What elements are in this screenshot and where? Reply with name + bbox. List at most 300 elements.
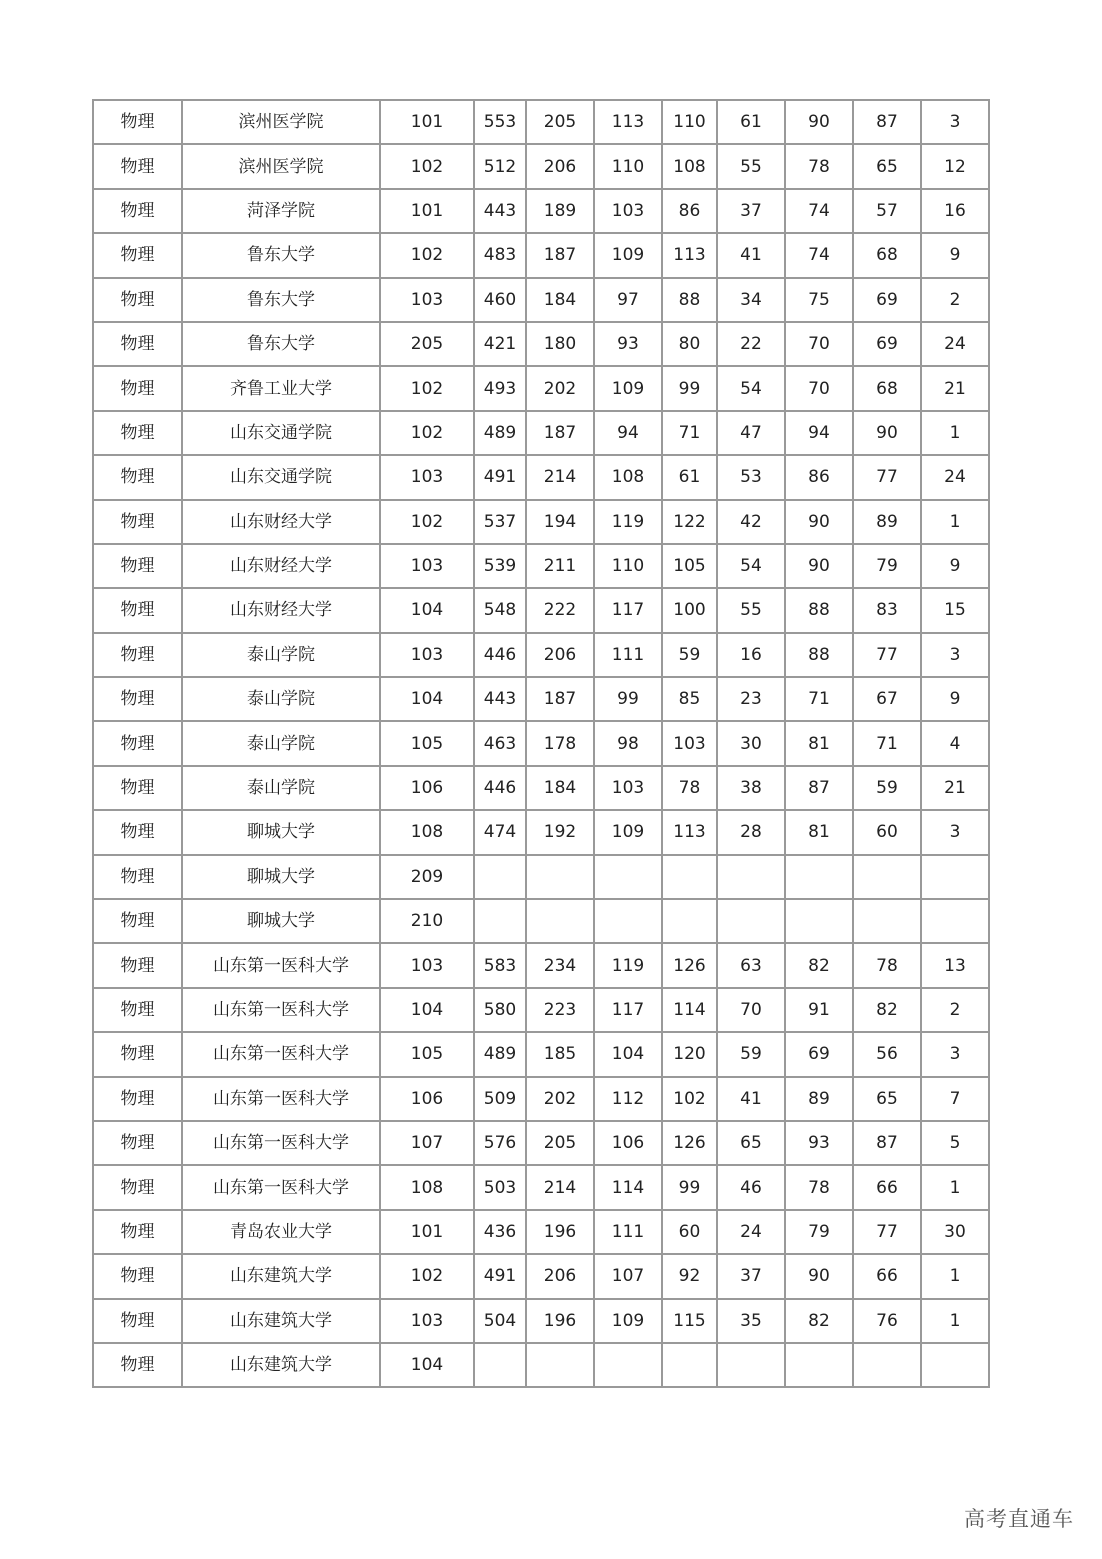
value-cell-2: 202 xyxy=(526,366,594,410)
table-row xyxy=(93,411,989,455)
value-cell-2 xyxy=(526,899,594,943)
value-cell-5: 35 xyxy=(717,1299,785,1343)
value-cell-2: 234 xyxy=(526,943,594,987)
subject-cell: 物理 xyxy=(93,144,182,188)
value-cell-4: 126 xyxy=(662,1121,717,1165)
value-cell-2: 206 xyxy=(526,144,594,188)
table-row xyxy=(93,677,989,721)
code-cell: 103 xyxy=(380,1299,474,1343)
table-row xyxy=(93,1077,989,1121)
value-cell-7: 77 xyxy=(853,633,921,677)
value-cell-6: 69 xyxy=(785,1032,853,1076)
value-cell-8: 24 xyxy=(921,455,989,499)
table-row xyxy=(93,544,989,588)
value-cell-4: 60 xyxy=(662,1210,717,1254)
value-cell-1 xyxy=(474,855,526,899)
subject-cell: 物理 xyxy=(93,1121,182,1165)
value-cell-8: 1 xyxy=(921,500,989,544)
value-cell-3: 109 xyxy=(594,366,662,410)
value-cell-2: 192 xyxy=(526,810,594,854)
subject-cell: 物理 xyxy=(93,988,182,1032)
subject-cell: 物理 xyxy=(93,1032,182,1076)
school-cell: 山东第一医科大学 xyxy=(182,1165,380,1209)
value-cell-4: 115 xyxy=(662,1299,717,1343)
value-cell-6: 70 xyxy=(785,322,853,366)
value-cell-2: 187 xyxy=(526,677,594,721)
value-cell-5: 37 xyxy=(717,189,785,233)
value-cell-1: 443 xyxy=(474,677,526,721)
value-cell-4 xyxy=(662,899,717,943)
value-cell-7: 67 xyxy=(853,677,921,721)
value-cell-1: 446 xyxy=(474,766,526,810)
value-cell-7: 71 xyxy=(853,721,921,765)
value-cell-4: 99 xyxy=(662,366,717,410)
table-row xyxy=(93,322,989,366)
value-cell-6: 94 xyxy=(785,411,853,455)
table-row xyxy=(93,810,989,854)
table-row xyxy=(93,1210,989,1254)
value-cell-1: 503 xyxy=(474,1165,526,1209)
value-cell-7: 79 xyxy=(853,544,921,588)
code-cell: 102 xyxy=(380,411,474,455)
school-cell: 山东建筑大学 xyxy=(182,1299,380,1343)
value-cell-6: 71 xyxy=(785,677,853,721)
subject-cell: 物理 xyxy=(93,766,182,810)
table-row xyxy=(93,278,989,322)
value-cell-4: 108 xyxy=(662,144,717,188)
value-cell-1: 537 xyxy=(474,500,526,544)
school-cell: 山东财经大学 xyxy=(182,588,380,632)
value-cell-6: 86 xyxy=(785,455,853,499)
value-cell-7: 78 xyxy=(853,943,921,987)
value-cell-5: 54 xyxy=(717,544,785,588)
table-row xyxy=(93,100,989,144)
value-cell-4: 113 xyxy=(662,810,717,854)
value-cell-5: 61 xyxy=(717,100,785,144)
value-cell-4: 71 xyxy=(662,411,717,455)
school-cell: 滨州医学院 xyxy=(182,144,380,188)
value-cell-6: 74 xyxy=(785,233,853,277)
value-cell-3: 112 xyxy=(594,1077,662,1121)
school-cell: 菏泽学院 xyxy=(182,189,380,233)
value-cell-1: 489 xyxy=(474,1032,526,1076)
value-cell-2 xyxy=(526,1343,594,1387)
code-cell: 103 xyxy=(380,544,474,588)
value-cell-5: 59 xyxy=(717,1032,785,1076)
value-cell-5: 23 xyxy=(717,677,785,721)
code-cell: 105 xyxy=(380,721,474,765)
value-cell-6: 90 xyxy=(785,500,853,544)
table-row xyxy=(93,233,989,277)
value-cell-4: 103 xyxy=(662,721,717,765)
value-cell-7 xyxy=(853,855,921,899)
value-cell-2: 196 xyxy=(526,1210,594,1254)
value-cell-7: 76 xyxy=(853,1299,921,1343)
value-cell-6: 88 xyxy=(785,588,853,632)
value-cell-4: 102 xyxy=(662,1077,717,1121)
value-cell-8 xyxy=(921,855,989,899)
value-cell-6 xyxy=(785,899,853,943)
value-cell-7: 69 xyxy=(853,278,921,322)
value-cell-2: 189 xyxy=(526,189,594,233)
value-cell-3: 108 xyxy=(594,455,662,499)
value-cell-3 xyxy=(594,855,662,899)
subject-cell: 物理 xyxy=(93,588,182,632)
value-cell-2: 206 xyxy=(526,633,594,677)
value-cell-2: 205 xyxy=(526,100,594,144)
value-cell-3: 119 xyxy=(594,943,662,987)
value-cell-1: 539 xyxy=(474,544,526,588)
value-cell-7: 66 xyxy=(853,1254,921,1298)
value-cell-2: 196 xyxy=(526,1299,594,1343)
value-cell-6: 79 xyxy=(785,1210,853,1254)
value-cell-2: 187 xyxy=(526,411,594,455)
value-cell-6: 78 xyxy=(785,1165,853,1209)
table-row xyxy=(93,455,989,499)
value-cell-5: 30 xyxy=(717,721,785,765)
value-cell-3: 106 xyxy=(594,1121,662,1165)
code-cell: 104 xyxy=(380,677,474,721)
value-cell-2: 206 xyxy=(526,1254,594,1298)
subject-cell: 物理 xyxy=(93,633,182,677)
value-cell-6: 82 xyxy=(785,943,853,987)
value-cell-3 xyxy=(594,899,662,943)
value-cell-3: 109 xyxy=(594,1299,662,1343)
value-cell-5: 28 xyxy=(717,810,785,854)
value-cell-5: 24 xyxy=(717,1210,785,1254)
value-cell-3: 98 xyxy=(594,721,662,765)
school-cell: 山东第一医科大学 xyxy=(182,1121,380,1165)
table-row xyxy=(93,633,989,677)
code-cell: 205 xyxy=(380,322,474,366)
value-cell-7: 65 xyxy=(853,1077,921,1121)
value-cell-8: 3 xyxy=(921,633,989,677)
value-cell-5: 53 xyxy=(717,455,785,499)
value-cell-1: 504 xyxy=(474,1299,526,1343)
value-cell-5: 65 xyxy=(717,1121,785,1165)
school-cell: 山东第一医科大学 xyxy=(182,943,380,987)
value-cell-8: 16 xyxy=(921,189,989,233)
value-cell-4: 120 xyxy=(662,1032,717,1076)
subject-cell: 物理 xyxy=(93,855,182,899)
table-row xyxy=(93,899,989,943)
code-cell: 102 xyxy=(380,1254,474,1298)
value-cell-6: 78 xyxy=(785,144,853,188)
table-row xyxy=(93,943,989,987)
value-cell-7: 83 xyxy=(853,588,921,632)
value-cell-6: 90 xyxy=(785,1254,853,1298)
value-cell-4: 85 xyxy=(662,677,717,721)
value-cell-8: 2 xyxy=(921,988,989,1032)
subject-cell: 物理 xyxy=(93,1210,182,1254)
value-cell-7: 87 xyxy=(853,1121,921,1165)
value-cell-8: 3 xyxy=(921,810,989,854)
value-cell-3: 111 xyxy=(594,1210,662,1254)
code-cell: 102 xyxy=(380,233,474,277)
value-cell-6 xyxy=(785,855,853,899)
value-cell-1: 583 xyxy=(474,943,526,987)
value-cell-1: 463 xyxy=(474,721,526,765)
value-cell-8: 9 xyxy=(921,544,989,588)
code-cell: 104 xyxy=(380,988,474,1032)
value-cell-1: 580 xyxy=(474,988,526,1032)
subject-cell: 物理 xyxy=(93,500,182,544)
value-cell-5: 41 xyxy=(717,1077,785,1121)
value-cell-2: 211 xyxy=(526,544,594,588)
value-cell-4: 80 xyxy=(662,322,717,366)
school-cell: 山东交通学院 xyxy=(182,455,380,499)
value-cell-8: 12 xyxy=(921,144,989,188)
value-cell-7: 87 xyxy=(853,100,921,144)
value-cell-1: 509 xyxy=(474,1077,526,1121)
school-cell: 山东第一医科大学 xyxy=(182,1032,380,1076)
value-cell-8: 3 xyxy=(921,1032,989,1076)
value-cell-8: 13 xyxy=(921,943,989,987)
value-cell-5: 37 xyxy=(717,1254,785,1298)
value-cell-5: 34 xyxy=(717,278,785,322)
value-cell-3: 117 xyxy=(594,988,662,1032)
value-cell-8: 1 xyxy=(921,1165,989,1209)
value-cell-1: 489 xyxy=(474,411,526,455)
score-table xyxy=(92,99,990,1388)
subject-cell: 物理 xyxy=(93,1343,182,1387)
school-cell: 山东建筑大学 xyxy=(182,1254,380,1298)
school-cell: 滨州医学院 xyxy=(182,100,380,144)
value-cell-6: 89 xyxy=(785,1077,853,1121)
value-cell-2: 187 xyxy=(526,233,594,277)
value-cell-5 xyxy=(717,1343,785,1387)
code-cell: 108 xyxy=(380,1165,474,1209)
school-cell: 泰山学院 xyxy=(182,766,380,810)
code-cell: 103 xyxy=(380,943,474,987)
value-cell-2: 222 xyxy=(526,588,594,632)
value-cell-8: 3 xyxy=(921,100,989,144)
value-cell-6: 88 xyxy=(785,633,853,677)
value-cell-2: 178 xyxy=(526,721,594,765)
school-cell: 山东交通学院 xyxy=(182,411,380,455)
value-cell-3: 113 xyxy=(594,100,662,144)
value-cell-7: 57 xyxy=(853,189,921,233)
school-cell: 鲁东大学 xyxy=(182,322,380,366)
school-cell: 山东建筑大学 xyxy=(182,1343,380,1387)
value-cell-2: 214 xyxy=(526,455,594,499)
value-cell-1: 446 xyxy=(474,633,526,677)
value-cell-4: 114 xyxy=(662,988,717,1032)
value-cell-7: 77 xyxy=(853,455,921,499)
value-cell-5: 55 xyxy=(717,588,785,632)
value-cell-2: 180 xyxy=(526,322,594,366)
value-cell-1: 548 xyxy=(474,588,526,632)
code-cell: 103 xyxy=(380,633,474,677)
value-cell-3: 111 xyxy=(594,633,662,677)
table-row xyxy=(93,189,989,233)
code-cell: 103 xyxy=(380,455,474,499)
value-cell-1 xyxy=(474,1343,526,1387)
subject-cell: 物理 xyxy=(93,810,182,854)
value-cell-7: 77 xyxy=(853,1210,921,1254)
value-cell-8: 24 xyxy=(921,322,989,366)
table-row xyxy=(93,366,989,410)
value-cell-5: 38 xyxy=(717,766,785,810)
value-cell-7: 82 xyxy=(853,988,921,1032)
code-cell: 102 xyxy=(380,366,474,410)
value-cell-7: 68 xyxy=(853,366,921,410)
value-cell-4 xyxy=(662,855,717,899)
value-cell-1: 493 xyxy=(474,366,526,410)
table-row xyxy=(93,1032,989,1076)
subject-cell: 物理 xyxy=(93,411,182,455)
value-cell-8: 9 xyxy=(921,233,989,277)
table-row xyxy=(93,1121,989,1165)
school-cell: 青岛农业大学 xyxy=(182,1210,380,1254)
value-cell-4: 113 xyxy=(662,233,717,277)
code-cell: 106 xyxy=(380,766,474,810)
value-cell-8: 1 xyxy=(921,1254,989,1298)
subject-cell: 物理 xyxy=(93,233,182,277)
value-cell-8 xyxy=(921,1343,989,1387)
value-cell-8 xyxy=(921,899,989,943)
school-cell: 鲁东大学 xyxy=(182,278,380,322)
value-cell-1: 460 xyxy=(474,278,526,322)
value-cell-3: 109 xyxy=(594,810,662,854)
value-cell-7: 66 xyxy=(853,1165,921,1209)
table-row xyxy=(93,988,989,1032)
table-row xyxy=(93,766,989,810)
table-row xyxy=(93,1254,989,1298)
subject-cell: 物理 xyxy=(93,455,182,499)
table-row xyxy=(93,721,989,765)
value-cell-3: 107 xyxy=(594,1254,662,1298)
value-cell-7: 65 xyxy=(853,144,921,188)
value-cell-5: 46 xyxy=(717,1165,785,1209)
value-cell-1: 443 xyxy=(474,189,526,233)
value-cell-3: 110 xyxy=(594,144,662,188)
value-cell-6: 90 xyxy=(785,544,853,588)
code-cell: 104 xyxy=(380,1343,474,1387)
subject-cell: 物理 xyxy=(93,721,182,765)
value-cell-7: 68 xyxy=(853,233,921,277)
value-cell-1: 512 xyxy=(474,144,526,188)
subject-cell: 物理 xyxy=(93,1254,182,1298)
value-cell-7: 60 xyxy=(853,810,921,854)
subject-cell: 物理 xyxy=(93,366,182,410)
code-cell: 103 xyxy=(380,278,474,322)
value-cell-8: 4 xyxy=(921,721,989,765)
value-cell-3: 110 xyxy=(594,544,662,588)
school-cell: 聊城大学 xyxy=(182,855,380,899)
value-cell-4: 110 xyxy=(662,100,717,144)
table-body xyxy=(93,100,989,1387)
value-cell-4: 122 xyxy=(662,500,717,544)
value-cell-1: 576 xyxy=(474,1121,526,1165)
value-cell-5 xyxy=(717,855,785,899)
subject-cell: 物理 xyxy=(93,278,182,322)
table-row xyxy=(93,500,989,544)
value-cell-6: 74 xyxy=(785,189,853,233)
value-cell-4: 61 xyxy=(662,455,717,499)
value-cell-1: 474 xyxy=(474,810,526,854)
code-cell: 106 xyxy=(380,1077,474,1121)
value-cell-8: 30 xyxy=(921,1210,989,1254)
value-cell-3: 117 xyxy=(594,588,662,632)
code-cell: 104 xyxy=(380,588,474,632)
subject-cell: 物理 xyxy=(93,1077,182,1121)
subject-cell: 物理 xyxy=(93,100,182,144)
value-cell-8: 21 xyxy=(921,766,989,810)
value-cell-1: 553 xyxy=(474,100,526,144)
value-cell-4: 86 xyxy=(662,189,717,233)
table-row xyxy=(93,1165,989,1209)
value-cell-7: 59 xyxy=(853,766,921,810)
value-cell-6: 70 xyxy=(785,366,853,410)
value-cell-2: 184 xyxy=(526,278,594,322)
value-cell-3: 119 xyxy=(594,500,662,544)
school-cell: 鲁东大学 xyxy=(182,233,380,277)
value-cell-3: 94 xyxy=(594,411,662,455)
school-cell: 山东第一医科大学 xyxy=(182,1077,380,1121)
value-cell-2: 214 xyxy=(526,1165,594,1209)
value-cell-7: 89 xyxy=(853,500,921,544)
table-row xyxy=(93,855,989,899)
value-cell-4: 88 xyxy=(662,278,717,322)
value-cell-7 xyxy=(853,1343,921,1387)
value-cell-3 xyxy=(594,1343,662,1387)
subject-cell: 物理 xyxy=(93,1165,182,1209)
value-cell-2 xyxy=(526,855,594,899)
code-cell: 101 xyxy=(380,1210,474,1254)
value-cell-8: 9 xyxy=(921,677,989,721)
code-cell: 102 xyxy=(380,144,474,188)
subject-cell: 物理 xyxy=(93,189,182,233)
value-cell-3: 109 xyxy=(594,233,662,277)
value-cell-8: 15 xyxy=(921,588,989,632)
value-cell-5: 16 xyxy=(717,633,785,677)
school-cell: 山东财经大学 xyxy=(182,544,380,588)
value-cell-3: 104 xyxy=(594,1032,662,1076)
value-cell-5: 70 xyxy=(717,988,785,1032)
value-cell-6: 81 xyxy=(785,721,853,765)
value-cell-5 xyxy=(717,899,785,943)
value-cell-3: 93 xyxy=(594,322,662,366)
value-cell-3: 103 xyxy=(594,766,662,810)
value-cell-7: 56 xyxy=(853,1032,921,1076)
school-cell: 山东第一医科大学 xyxy=(182,988,380,1032)
value-cell-4 xyxy=(662,1343,717,1387)
subject-cell: 物理 xyxy=(93,1299,182,1343)
subject-cell: 物理 xyxy=(93,677,182,721)
code-cell: 101 xyxy=(380,100,474,144)
value-cell-1: 491 xyxy=(474,1254,526,1298)
value-cell-3: 114 xyxy=(594,1165,662,1209)
school-cell: 泰山学院 xyxy=(182,677,380,721)
value-cell-2: 194 xyxy=(526,500,594,544)
subject-cell: 物理 xyxy=(93,943,182,987)
value-cell-6: 82 xyxy=(785,1299,853,1343)
value-cell-3: 97 xyxy=(594,278,662,322)
value-cell-3: 99 xyxy=(594,677,662,721)
school-cell: 泰山学院 xyxy=(182,721,380,765)
table-row xyxy=(93,1343,989,1387)
value-cell-5: 54 xyxy=(717,366,785,410)
code-cell: 101 xyxy=(380,189,474,233)
value-cell-7: 90 xyxy=(853,411,921,455)
value-cell-6: 81 xyxy=(785,810,853,854)
value-cell-2: 185 xyxy=(526,1032,594,1076)
school-cell: 山东财经大学 xyxy=(182,500,380,544)
value-cell-2: 202 xyxy=(526,1077,594,1121)
value-cell-1: 421 xyxy=(474,322,526,366)
value-cell-5: 55 xyxy=(717,144,785,188)
